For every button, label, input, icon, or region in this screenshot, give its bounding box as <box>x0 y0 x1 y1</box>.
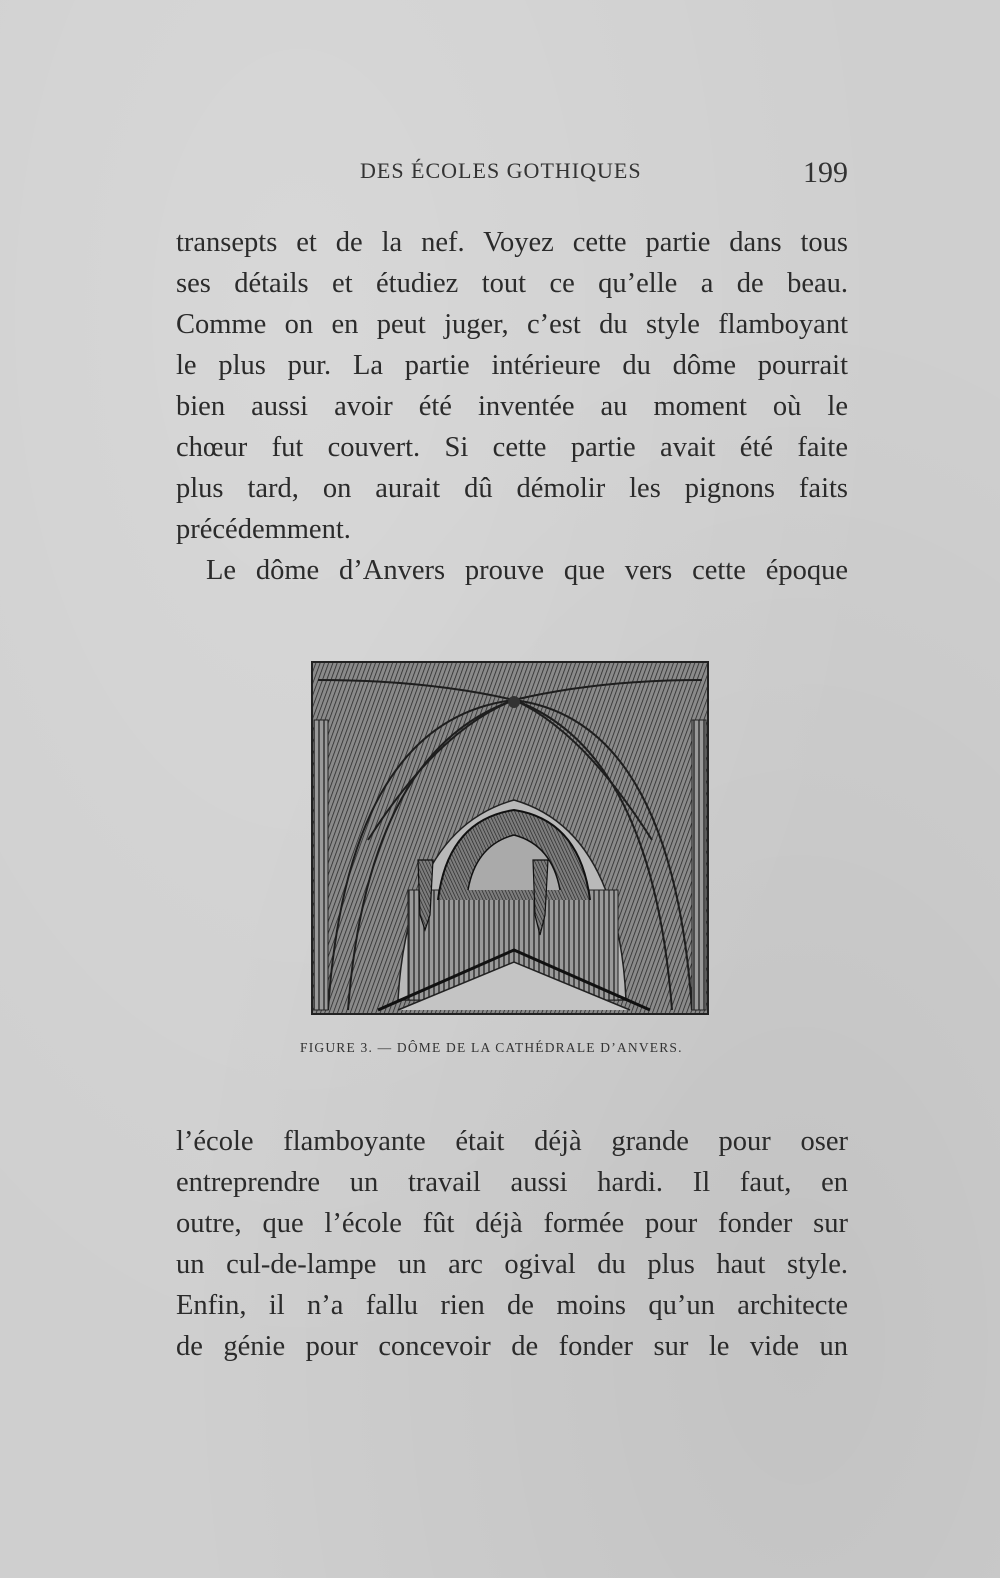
text-line: de génie pour concevoir de fonder sur le vide un <box>176 1331 848 1362</box>
text-line: Le dôme d’Anvers prouve que vers cette époque <box>206 555 848 586</box>
text-line: Comme on en peut juger, c’est du style flamboyant <box>176 309 848 340</box>
text-line: chœur fut couvert. Si cette partie avait été faite <box>176 432 848 463</box>
running-title: DES ÉCOLES GOTHIQUES <box>360 158 642 183</box>
text-line: le plus pur. La partie intérieure du dôme pourrait <box>176 350 848 381</box>
text-line: outre, que l’école fût déjà formée pour fonder sur <box>176 1208 848 1239</box>
page-number: 199 <box>803 156 848 189</box>
text-line: précédemment. <box>176 514 351 545</box>
text-line: ses détails et étudiez tout ce qu’elle a de beau. <box>176 268 848 299</box>
text-line: plus tard, on aurait dû démolir les pignons faits <box>176 473 848 504</box>
text-line: un cul-de-lampe un arc ogival du plus haut style. <box>176 1249 848 1280</box>
text-line: transepts et de la nef. Voyez cette partie dans tous <box>176 227 848 258</box>
text-line: l’école flamboyante était déjà grande pour oser <box>176 1126 848 1157</box>
text-line: entreprendre un travail aussi hardi. Il faut, en <box>176 1167 848 1198</box>
running-head <box>360 158 848 194</box>
body-text-top <box>176 222 848 591</box>
text-line: bien aussi avoir été inventée au moment où le <box>176 391 848 422</box>
text-line: Enfin, il n’a fallu rien de moins qu’un architecte <box>176 1290 848 1321</box>
figure-caption: FIGURE 3. — DÔME DE LA CATHÉDRALE D’ANVERS. <box>300 1040 683 1055</box>
body-text-bottom <box>176 1121 848 1367</box>
cathedral-vault-engraving <box>308 660 712 1018</box>
figure-engraving <box>308 660 712 1018</box>
